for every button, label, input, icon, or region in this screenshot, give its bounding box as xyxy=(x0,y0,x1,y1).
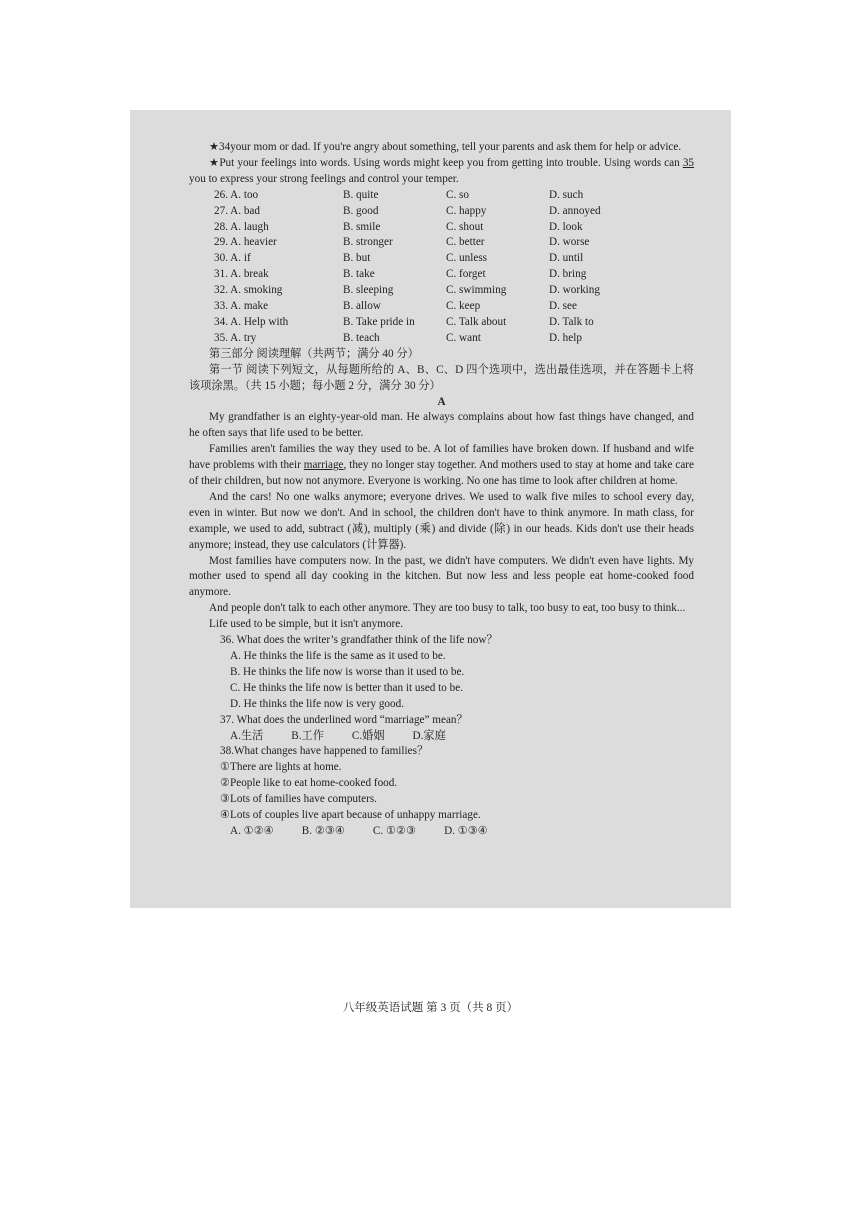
passage-paragraph-6: Life used to be simple, but it isn't anymore. xyxy=(209,618,404,631)
question-38-statement-4: ④Lots of couples live apart because of unhappy marriage. xyxy=(220,809,481,822)
option-row: 33. A. make B. allow C. keep D. see xyxy=(214,300,577,313)
question-38: 38.What changes have happened to families？ xyxy=(220,745,429,758)
cloze-options xyxy=(189,188,694,347)
option-row: 34. A. Help with B. Take pride in C. Talk about D. Talk to xyxy=(214,315,594,328)
intro-star-2 xyxy=(189,156,694,188)
question-38-statement-3: ③Lots of families have computers. xyxy=(220,793,377,806)
question-37-options: A.生活 B.工作 C.婚姻 D.家庭 xyxy=(230,729,446,742)
question-36-option-c: C. He thinks the life now is better than it used to be. xyxy=(230,681,464,694)
intro-star-2-text-b: you to express your strong feelings and control your temper. xyxy=(189,172,459,185)
question-36: 36. What does the writer’s grandfather think of the life now？ xyxy=(220,634,498,647)
option-row: 35. A. try B. teach C. want D. help xyxy=(214,331,582,344)
page-footer: 八年级英语试题 第 3 页（共 8 页） xyxy=(342,1002,519,1014)
option-row: 28. A. laugh B. smile C. shout D. look xyxy=(214,220,583,233)
passage-paragraph-5: And people don't talk to each other anymore. They are too busy to talk, too busy to eat, too busy to think... xyxy=(209,602,686,615)
question-38-statement-1: ①There are lights at home. xyxy=(220,761,342,774)
question-37: 37. What does the underlined word “marriage” mean？ xyxy=(220,713,468,726)
option-row: 26. A. too B. quite C. so D. such xyxy=(214,188,584,201)
underlined-word-marriage: marriage xyxy=(303,459,344,472)
option-row: 32. A. smoking B. sleeping C. swimming D. working xyxy=(214,284,600,297)
intro-star-2-text-a: ★Put your feelings into words. Using words might keep you from getting into trouble. Using words can xyxy=(209,156,683,169)
passage-label: A xyxy=(437,395,446,408)
question-38-options: A. ①②④ B. ②③④ C. ①②③ D. ①③④ xyxy=(230,824,488,837)
option-row: 31. A. break B. take C. forget D. bring xyxy=(214,268,587,281)
option-row: 27. A. bad B. good C. happy D. annoyed xyxy=(214,204,601,217)
section-3-heading: 第三部分 阅读理解（共两节；满分 40 分） xyxy=(209,347,419,360)
passage-paragraph-2: Families aren't families the way they used to be. A lot of families have broken down. If husband and wife have problems with their marriage, they no longer stay together. And mothers used to stay at home and take care of their children, but now not anymore. Everyone is working. No one has time to look after children at home. xyxy=(189,443,694,488)
question-36-option-a: A. He thinks the life is the same as it used to be. xyxy=(230,650,446,662)
option-row: 30. A. if B. but C. unless D. until xyxy=(214,252,584,265)
passage-paragraph-3: And the cars! No one walks anymore; everyone drives. We used to walk five miles to school every day, even in winter. But now we don't. And in school, the children don't have to think anymore. In math class, for example, we used to add, subtract (减), multiply (乘) and divide (除) in our heads. Kids don't use their heads anymore; instead, they use calculators (计算器). xyxy=(189,490,694,551)
question-36-option-b: B. He thinks the life now is worse than it used to be. xyxy=(230,665,465,678)
passage-paragraph-1: My grandfather is an eighty-year-old man. He always complains about how fast things have changed, and he often says that life used to be better. xyxy=(189,411,694,440)
page-content xyxy=(189,140,694,840)
blank-35: 35 xyxy=(682,156,694,169)
intro-star-1: ★34your mom or dad. If you're angry about something, tell your parents and ask them for help or advice. xyxy=(209,141,682,153)
section-1-instructions: 第一节 阅读下列短文，从每题所给的 A、B、C、D 四个选项中，选出最佳选项，并在答题卡上将该项涂黑。（共 15 小题；每小题 2 分，满分 30 分） xyxy=(189,363,694,392)
passage-paragraph-4: Most families have computers now. In the past, we didn't have computers. We didn't even have lights. My mother used to spend all day cooking in the kitchen. But now less and less people eat home-cooked food anymore. xyxy=(189,554,694,599)
question-38-statement-2: ②People like to eat home-cooked food. xyxy=(220,777,398,790)
question-36-option-d: D. He thinks the life now is very good. xyxy=(230,697,405,710)
option-row: 29. A. heavier B. stronger C. better D. worse xyxy=(214,236,590,249)
